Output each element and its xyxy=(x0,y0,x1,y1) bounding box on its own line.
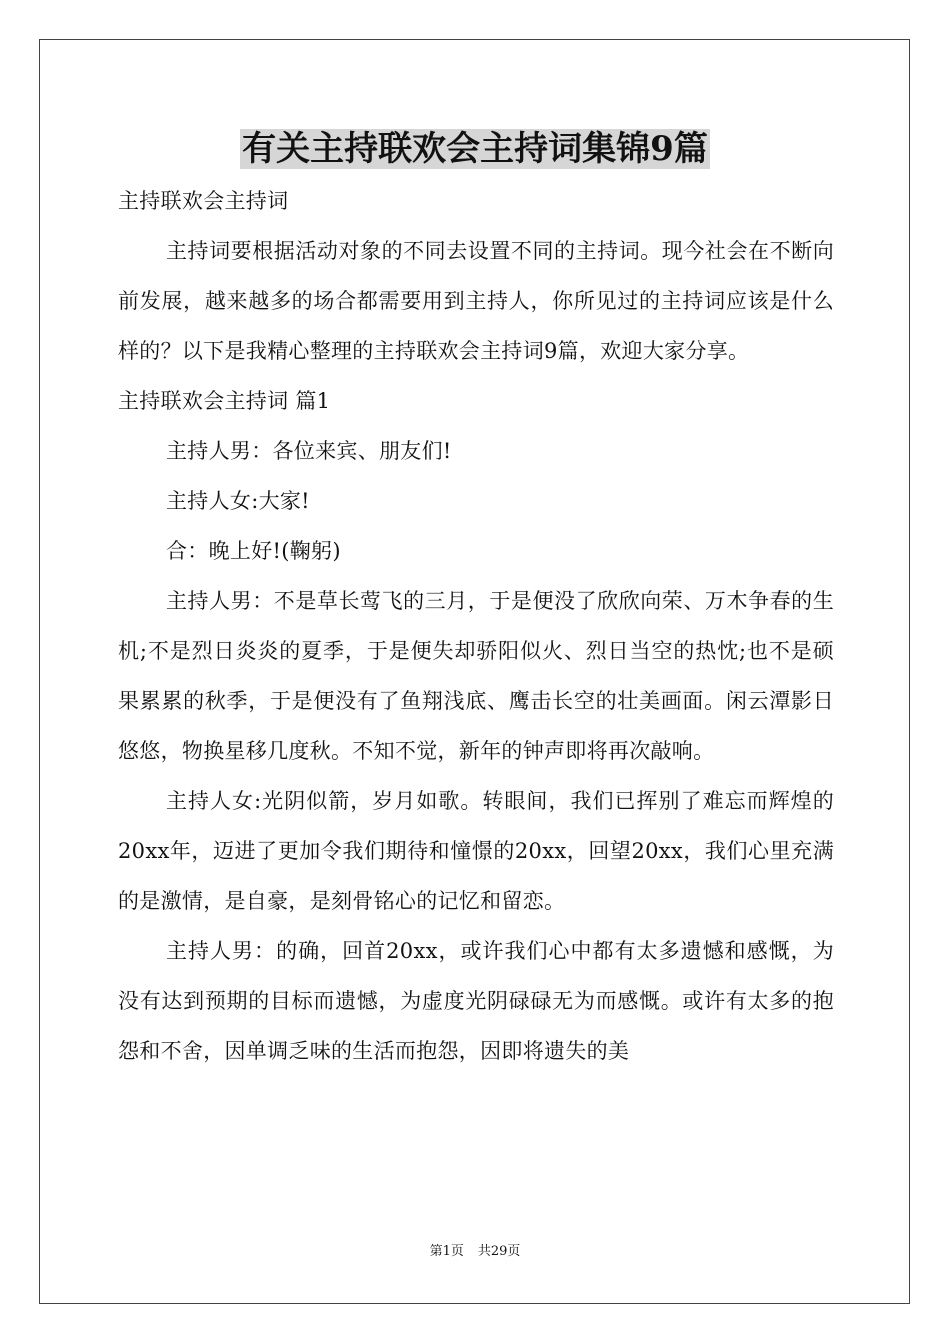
page-number: 第1页 xyxy=(429,1244,464,1259)
paragraph-3: 主持人男：各位来宾、朋友们! xyxy=(166,439,452,463)
paragraph-4: 主持人女:大家! xyxy=(166,489,310,513)
document-title xyxy=(0,126,950,172)
paragraph-2: 主持联欢会主持词 篇1 xyxy=(118,389,331,413)
page-footer xyxy=(0,1243,950,1261)
paragraph-7: 主持人女:光阴似箭，岁月如歌。转眼间，我们已挥别了难忘而辉煌的20xx年，迈进了更加令我们期待和憧憬的20xx，回望20xx，我们心里充满的是激情，是自豪，是刻骨铭心的记忆和留恋。 xyxy=(118,789,834,913)
paragraph-6: 主持人男：不是草长莺飞的三月，于是便没了欣欣向荣、万木争春的生机;不是烈日炎炎的夏季，于是便失却骄阳似火、烈日当空的热忱;也不是硕果累累的秋季，于是便没有了鱼翔浅底、鹰击长空的壮美画面。闲云潭影日悠悠，物换星移几度秋。不知不觉，新年的钟声即将再次敲响。 xyxy=(118,589,834,763)
paragraph-5: 合：晚上好!(鞠躬) xyxy=(166,539,341,563)
document-title-text: 有关主持联欢会主持词集锦9篇 xyxy=(242,129,708,169)
document-body xyxy=(118,176,834,1076)
paragraph-1: 主持词要根据活动对象的不同去设置不同的主持词。现今社会在不断向前发展，越来越多的场合都需要用到主持人，你所见过的主持词应该是什么样的？以下是我精心整理的主持联欢会主持词9篇，欢迎大家分享。 xyxy=(118,239,834,363)
paragraph-8: 主持人男：的确，回首20xx，或许我们心中都有太多遗憾和感慨，为没有达到预期的目标而遗憾，为虚度光阴碌碌无为而感慨。或许有太多的抱怨和不舍，因单调乏味的生活而抱怨，因即将遗失的美 xyxy=(118,939,834,1063)
page-total: 共29页 xyxy=(477,1244,521,1259)
paragraph-0: 主持联欢会主持词 xyxy=(118,189,289,213)
